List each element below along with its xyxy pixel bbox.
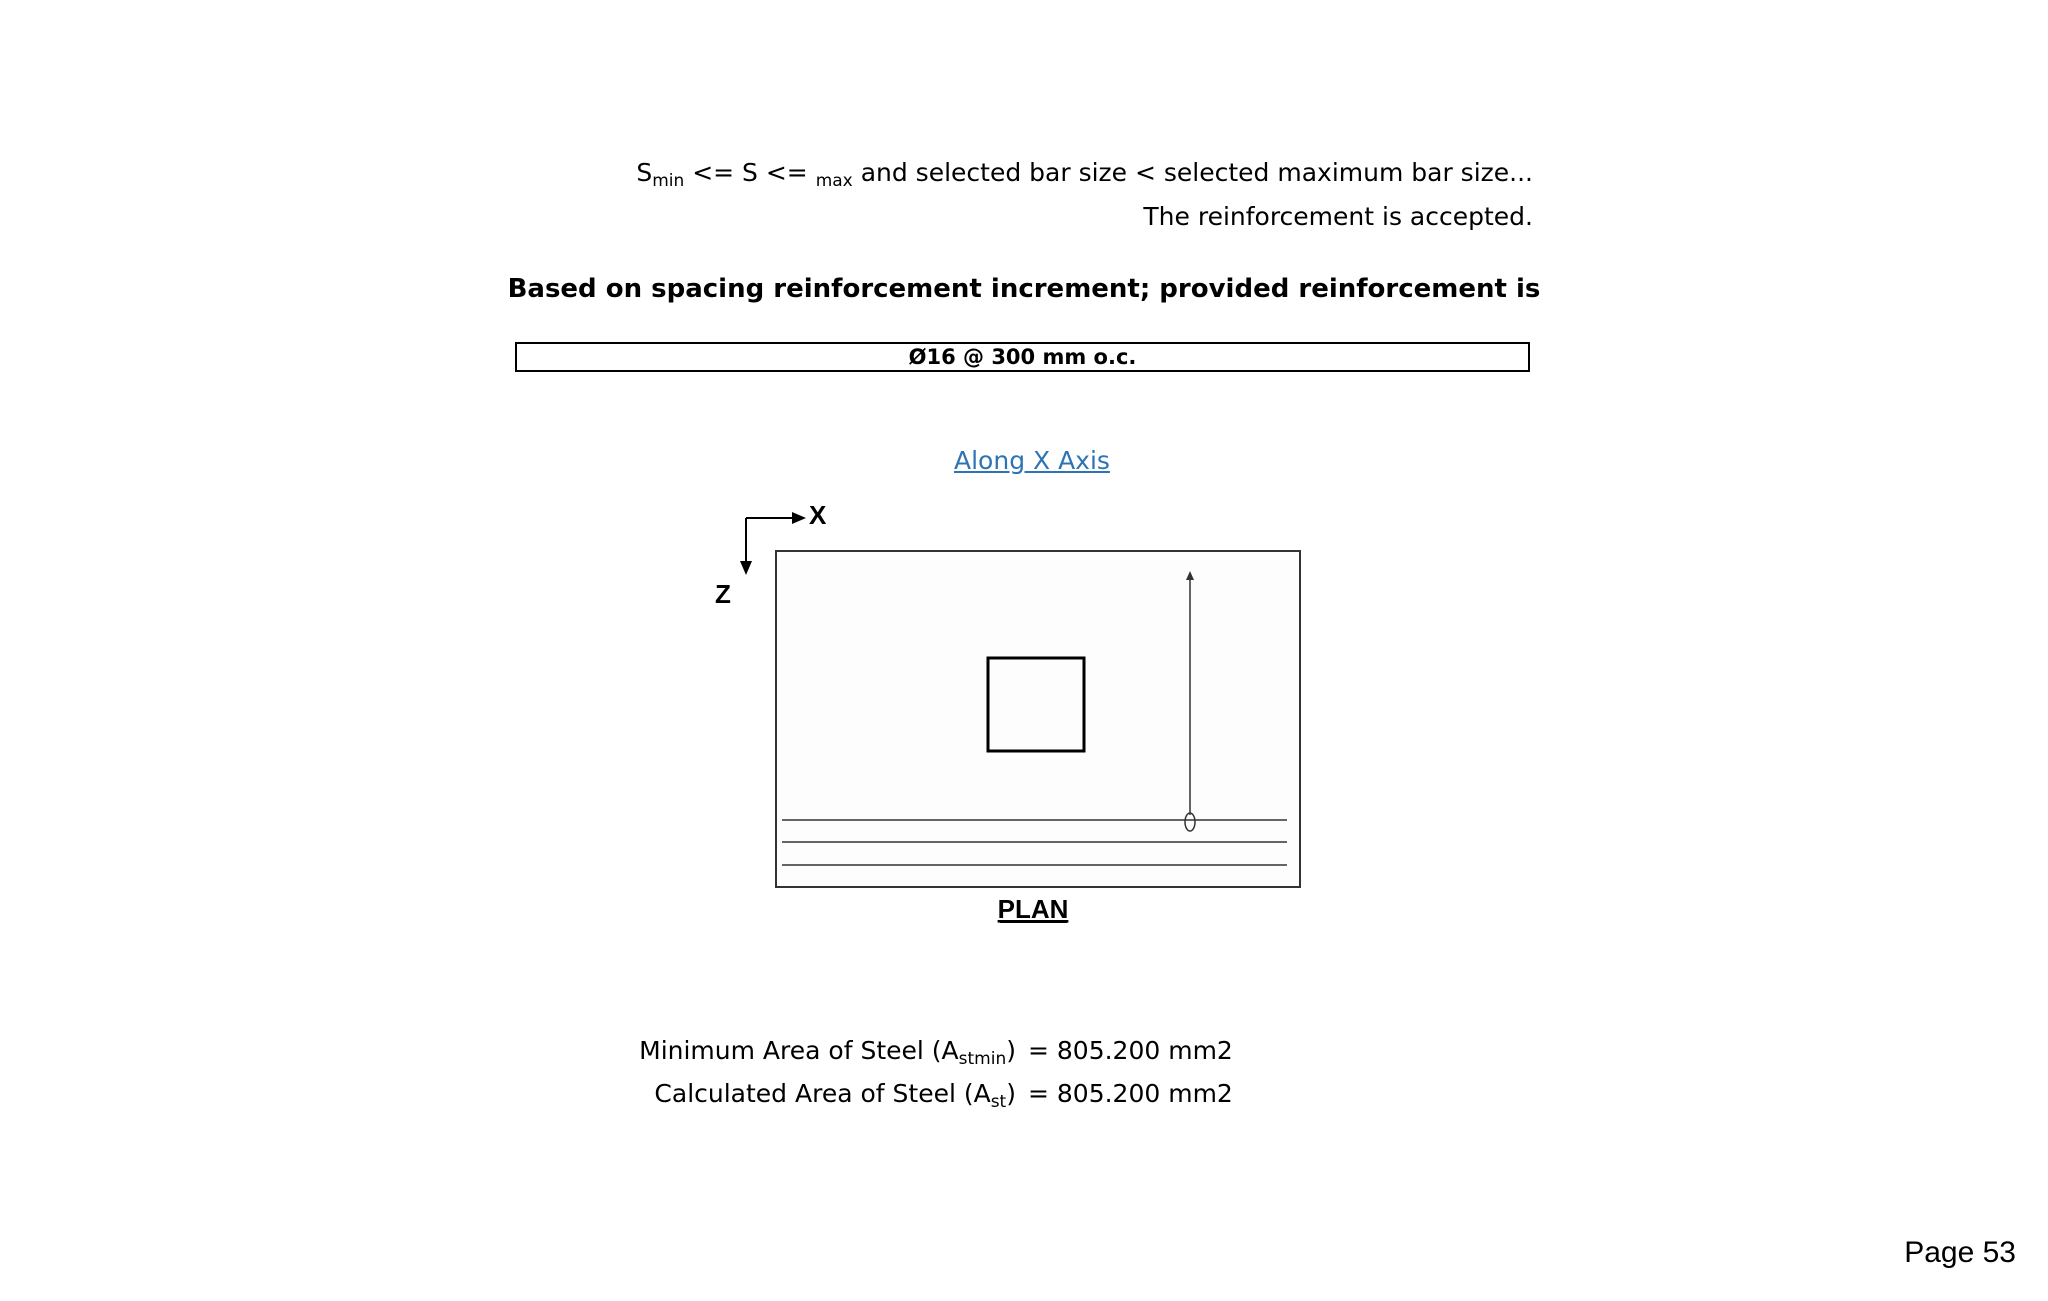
calc-steel-subscript: st [990, 1092, 1007, 1112]
min-steel-subscript: stmin [958, 1049, 1007, 1069]
calc-steel-label [654, 1079, 1016, 1112]
spacing-check-tail: and selected bar size < selected maximum bar size... [852, 158, 1533, 187]
min-steel-prefix: Minimum Area of Steel (A [639, 1036, 959, 1065]
provided-heading-text: Based on spacing reinforcement increment; provided reinforcement is [507, 274, 1541, 304]
page-number: Page 53 [1904, 1236, 2016, 1269]
calc-steel-row [0, 1079, 2048, 1113]
along-x-axis-link[interactable]: Along X Axis [954, 446, 1110, 475]
calc-steel-value: = 805.200 mm2 [1028, 1079, 1233, 1108]
z-axis-label: Z [715, 579, 731, 609]
s-min-subscript: min [652, 171, 685, 191]
x-arrowhead [792, 512, 806, 524]
calc-steel-suffix: ) [1006, 1079, 1016, 1108]
acceptance-line: The reinforcement is accepted. [1143, 202, 1533, 231]
x-axis-label: X [809, 500, 827, 530]
min-steel-suffix: ) [1006, 1036, 1016, 1065]
s-letter: S [636, 158, 653, 187]
calc-steel-prefix: Calculated Area of Steel (A [654, 1079, 991, 1108]
z-arrowhead [740, 561, 752, 575]
spacing-check-middle: <= S <= [684, 158, 816, 187]
min-steel-value: = 805.200 mm2 [1028, 1036, 1233, 1065]
min-steel-label [639, 1036, 1016, 1069]
s-max-subscript: max [815, 171, 853, 191]
footing-outline [776, 551, 1300, 887]
min-steel-row [0, 1036, 2048, 1070]
plan-caption: PLAN [997, 894, 1069, 924]
provided-reinforcement-box: Ø16 @ 300 mm o.c. [515, 342, 1530, 372]
